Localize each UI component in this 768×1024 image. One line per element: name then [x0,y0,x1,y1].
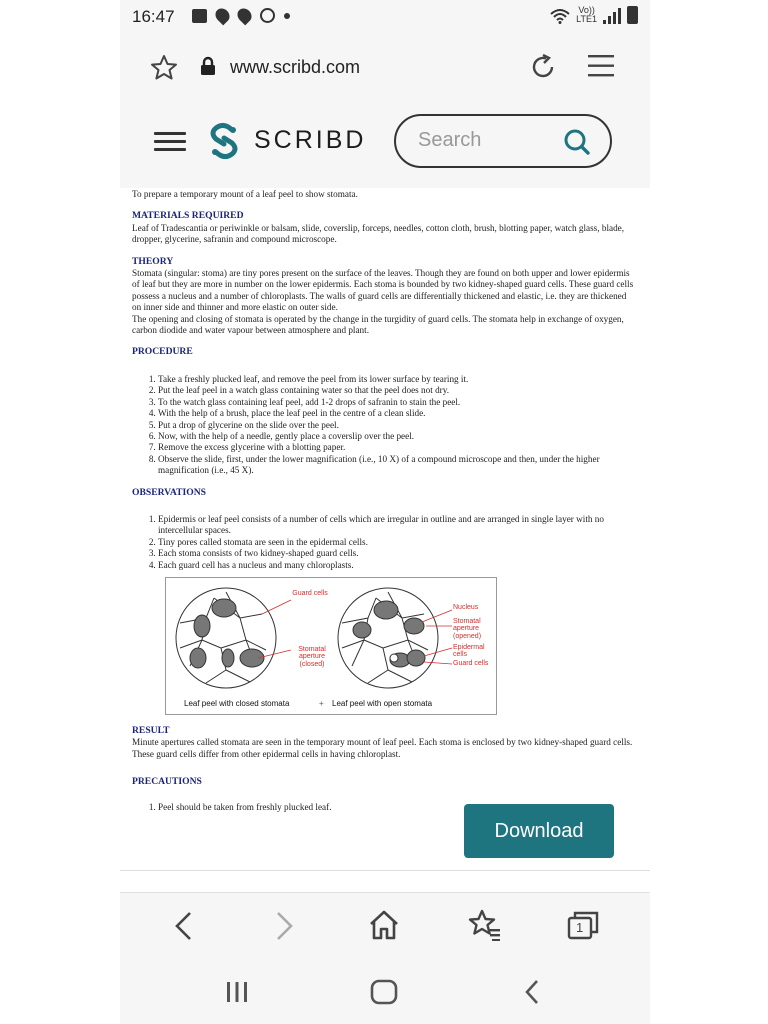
volte-label: Vo)) [578,5,595,15]
materials-heading: MATERIALS REQUIRED [132,210,244,222]
back-icon[interactable] [172,911,196,941]
observations-heading: OBSERVATIONS [132,486,206,498]
star-icon[interactable] [150,54,178,80]
system-back-icon[interactable] [522,978,542,1006]
bookmarks-icon[interactable] [468,909,502,941]
url-text[interactable]: www.scribd.com [230,57,361,77]
download-button[interactable]: Download [464,804,614,858]
precaution-item: 1. Peel should be taken from freshly plucked leaf. [158,802,637,813]
notification-icons [192,8,290,23]
scribd-logo-text[interactable]: SCRIBD [254,126,367,154]
procedure-step: 3. To the watch glass containing leaf peel, add 1-2 drops of safranin to stain the peel. [158,397,637,408]
status-bar [120,0,650,34]
scribd-header [120,100,650,188]
procedure-step: 5. Put a drop of glycerine on the slide over the peel. [158,420,637,431]
label-stomatal-closed: Stomatal aperture (closed) [298,645,326,668]
label-stomatal-opened: Stomatal aperture (opened) [453,617,482,640]
dot-icon [284,13,290,19]
search-input[interactable] [416,128,560,153]
result-heading: RESULT [132,724,170,736]
map-pin-icon [213,6,233,26]
theory-paragraph-2: The opening and closing of stomata is operated by the change in the turgidity of guard cells. The stomata help in exchange of oxygen, carbon diodide and water vapour between atmosphere and plant. [132,313,624,336]
observations-list [132,514,637,571]
label-nucleus: Nucleus [453,603,479,611]
system-status-icons [550,6,638,24]
materials-text: Leaf of Tradescantia or periwinkle or balsam, slide, coverslip, forceps, needles, cotton cloth, brush, blotting paper, watch glass, blade, dropper, glycerine, safranin and compound microscope. [132,222,625,245]
system-nav-bar [120,964,650,1024]
label-epidermal-cells: Epidermal cells [453,643,485,659]
tab-count: 1 [576,920,584,935]
observation-item: 4. Each guard cell has a nucleus and many chloroplasts. [158,560,637,571]
label-guard-cells: Guard cells [292,589,328,597]
observation-item: 1. Epidermis or leaf peel consists of a number of cells which are irregular in outline and are arranged in single layer with no intercellular spaces. [158,514,637,537]
caption-open: Leaf peel with open stomata [332,698,433,708]
forward-icon[interactable] [272,911,296,941]
tabs-icon[interactable] [566,909,600,941]
volte-indicator [576,6,597,24]
open-stomata-peel [338,588,438,688]
scribd-logo-icon[interactable] [208,122,240,160]
theory-heading: THEORY [132,255,174,267]
procedure-step: 8. Observe the slide, first, under the lower magnification (i.e., 10 X) of a compound microscope and then, under the higher magnification (i.e., 45 X). [158,454,637,477]
menu-icon[interactable] [586,52,616,80]
lock-icon [200,56,216,76]
browser-url-bar [120,34,650,100]
procedure-step: 2. Put the leaf peel in a watch glass containing water so that the peel does not dry. [158,385,637,396]
document-viewer [120,188,650,871]
label-guard-cells-right: Guard cells [453,659,489,667]
home-icon[interactable] [368,909,400,941]
procedure-heading: PROCEDURE [132,346,193,358]
map-pin-icon [235,6,255,26]
precautions-heading: PRECAUTIONS [132,776,202,788]
home-button-icon[interactable] [370,979,398,1005]
procedure-step: 7. Remove the excess glycerine with a blotting paper. [158,442,637,453]
closed-stomata-peel [176,588,276,688]
hamburger-icon[interactable] [154,132,186,152]
procedure-step: 6. Now, with the help of a needle, gently place a coverslip over the peel. [158,431,637,442]
stomata-figure [165,577,497,715]
procedure-step: 4. With the help of a brush, place the leaf peel in the centre of a clean slide. [158,408,637,419]
browser-toolbar [120,892,650,965]
procedure-step: 1. Take a freshly plucked leaf, and remove the peel from its lower surface by tearing it. [158,374,637,385]
search-box[interactable] [394,114,612,168]
observation-item: 2. Tiny pores called stomata are seen in the epidermal cells. [158,537,637,548]
aim-text: To prepare a temporary mount of a leaf peel to show stomata. [132,189,358,199]
procedure-list [132,374,637,477]
g-circle-icon [260,8,275,23]
result-text: Minute apertures called stomata are seen in the temporary mount of leaf peel. Each stoma is enclosed by two kidney-shaped guard cells. These guard cells differ from other epidermal cells in having chloroplast. [132,737,633,759]
observation-item: 3. Each stoma consists of two kidney-shaped guard cells. [158,548,637,559]
battery-icon [627,6,638,24]
document-page [132,188,637,813]
reload-icon[interactable] [528,52,558,82]
status-time: 16:47 [132,7,175,26]
caption-closed: Leaf peel with closed stomata [184,698,290,708]
lte-label: LTE1 [576,14,597,24]
wifi-icon [550,8,570,24]
signal-icon [603,8,621,24]
caption-plus: + [319,698,324,708]
search-icon[interactable] [562,128,592,156]
phone-screen [120,0,650,1024]
theory-paragraph-1: Stomata (singular: stoma) are tiny pores present on the surface of the leaves. Though they are found on both upper and lower epidermis of leaf but they are more in number on the lower epidermis. Each stoma is bounded by two kidney-shaped guard cells. These guard cells possess a nucleus and a number of chloroplasts. The walls of guard cells are differentially thickened and elastic, i.e. they are thickened on inner side and thinner and more elastic on outer side. [132,268,634,313]
recent-apps-icon[interactable] [224,980,250,1004]
image-icon [192,9,207,23]
